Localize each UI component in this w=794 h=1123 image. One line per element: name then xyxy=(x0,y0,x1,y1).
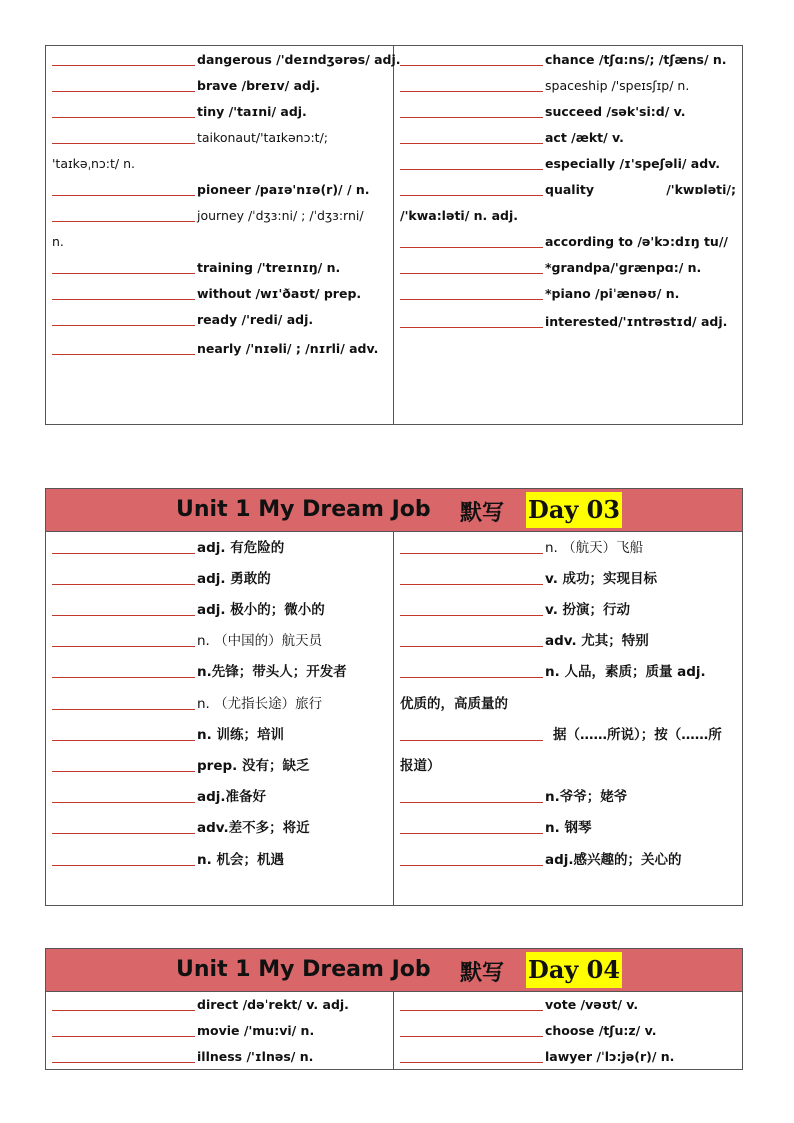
answer-blank[interactable] xyxy=(400,676,543,678)
left-column xyxy=(46,992,394,1070)
answer-blank[interactable] xyxy=(52,194,195,196)
list-item: *piano /piˈænəʊ/ n. xyxy=(400,281,738,307)
answer-blank[interactable] xyxy=(52,353,195,355)
vocab-box-day04 xyxy=(45,948,743,1070)
list-item: act /ækt/ v. xyxy=(400,125,738,151)
answer-blank[interactable] xyxy=(52,64,195,66)
answer-blank[interactable] xyxy=(400,64,543,66)
answer-blank[interactable] xyxy=(52,142,195,144)
list-item: choose /tʃu:z/ v. xyxy=(400,1018,738,1044)
dictation-label: 默写 xyxy=(460,500,505,526)
answer-blank[interactable] xyxy=(52,324,195,326)
list-item: succeed /sək'si:d/ v. xyxy=(400,99,738,125)
list-item: *grandpa/'grænpɑ:/ n. xyxy=(400,255,738,281)
answer-blank[interactable] xyxy=(52,90,195,92)
list-item: adj.准备好 xyxy=(52,784,389,810)
answer-blank[interactable] xyxy=(400,614,543,616)
answer-blank[interactable] xyxy=(52,739,195,741)
answer-blank[interactable] xyxy=(52,645,195,647)
list-item: quality /'kwɒləti/; xyxy=(400,177,738,203)
list-item: n. 机会；机遇 xyxy=(52,847,389,873)
right-column xyxy=(394,46,742,424)
answer-blank[interactable] xyxy=(400,832,543,834)
answer-blank[interactable] xyxy=(52,1009,195,1011)
list-item: adv.差不多；将近 xyxy=(52,815,389,841)
list-item: adj. 极小的；微小的 xyxy=(52,597,389,623)
list-item: taikonaut/'taɪkənɔ:t/; xyxy=(52,125,389,151)
answer-blank[interactable] xyxy=(400,1009,543,1011)
list-item: spaceship /'speɪsʃɪp/ n. xyxy=(400,73,738,99)
list-item: tiny /'taɪni/ adj. xyxy=(52,99,389,125)
answer-blank[interactable] xyxy=(400,116,543,118)
answer-blank[interactable] xyxy=(400,326,543,328)
day-badge: Day 04 xyxy=(526,952,622,988)
answer-blank[interactable] xyxy=(400,801,543,803)
left-column xyxy=(46,46,401,424)
unit-banner xyxy=(46,489,742,532)
list-item: n. 人品，素质；质量 adj. xyxy=(400,659,738,685)
answer-blank[interactable] xyxy=(52,298,195,300)
answer-blank[interactable] xyxy=(52,801,195,803)
list-item: journey /ˈdʒɜ:ni/ ; /ˈdʒɜ:rni/ xyxy=(52,203,389,229)
answer-blank[interactable] xyxy=(52,708,195,710)
answer-blank[interactable] xyxy=(400,90,543,92)
answer-blank[interactable] xyxy=(400,298,543,300)
wrapped-text: /'kwa:ləti/ n. adj. xyxy=(400,208,519,223)
dictation-label: 默写 xyxy=(460,960,505,986)
list-item: n. （中国的）航天员 xyxy=(52,628,389,654)
right-column xyxy=(394,992,742,1070)
list-item: n. 训练；培训 xyxy=(52,722,389,748)
list-item: n.先锋；带头人；开发者 xyxy=(52,659,389,685)
list-item: adv. 尤其；特别 xyxy=(400,628,738,654)
answer-blank[interactable] xyxy=(400,1035,543,1037)
answer-blank[interactable] xyxy=(400,1061,543,1063)
answer-blank[interactable] xyxy=(52,864,195,866)
answer-blank[interactable] xyxy=(400,583,543,585)
vocab-box-day03 xyxy=(45,488,743,906)
answer-blank[interactable] xyxy=(400,194,543,196)
list-item: brave /breɪv/ adj. xyxy=(52,73,389,99)
list-item: lawyer /ˈlɔ:jə(r)/ n. xyxy=(400,1044,738,1070)
answer-blank[interactable] xyxy=(400,864,543,866)
list-item: 据（……所说）；按（……所 xyxy=(400,722,738,748)
list-item: n. （航天）飞船 xyxy=(400,535,738,561)
answer-blank[interactable] xyxy=(52,676,195,678)
list-item: pioneer /paɪə'nɪə(r)/ / n. xyxy=(52,177,389,203)
wrapped-text: 'taɪkəˌnɔ:t/ n. xyxy=(52,156,135,171)
list-item: n. （尤指长途）旅行 xyxy=(52,691,389,717)
answer-blank[interactable] xyxy=(400,645,543,647)
answer-blank[interactable] xyxy=(52,583,195,585)
answer-blank[interactable] xyxy=(52,116,195,118)
list-item: n. 钢琴 xyxy=(400,815,738,841)
answer-blank[interactable] xyxy=(52,1035,195,1037)
answer-blank[interactable] xyxy=(52,272,195,274)
answer-blank[interactable] xyxy=(400,142,543,144)
vocab-box-day02 xyxy=(45,45,743,425)
list-item: interested/'ɪntrəstɪd/ adj. xyxy=(400,309,738,335)
answer-blank[interactable] xyxy=(52,832,195,834)
list-item: adj. 有危险的 xyxy=(52,535,389,561)
right-column xyxy=(394,532,742,906)
list-item: chance /tʃɑ:ns/; /tʃæns/ n. xyxy=(400,47,738,73)
list-item: vote /vəʊt/ v. xyxy=(400,992,738,1018)
list-item: direct /dəˈrekt/ v. adj. xyxy=(52,992,389,1018)
wrapped-text: 报道） xyxy=(400,758,441,774)
answer-blank[interactable] xyxy=(52,614,195,616)
list-item: without /wɪ'ðaʊt/ prep. xyxy=(52,281,389,307)
answer-blank[interactable] xyxy=(52,770,195,772)
day-badge: Day 03 xyxy=(526,492,622,528)
list-item: ready /'redi/ adj. xyxy=(52,307,389,333)
list-item: training /'treɪnɪŋ/ n. xyxy=(52,255,389,281)
answer-blank[interactable] xyxy=(400,272,543,274)
list-item: dangerous /'deɪndʒərəs/ adj. xyxy=(52,47,389,73)
list-item: v. 成功；实现目标 xyxy=(400,566,738,592)
unit-banner xyxy=(46,949,742,992)
wrapped-text: 优质的，高质量的 xyxy=(400,696,508,712)
answer-blank[interactable] xyxy=(400,168,543,170)
wrapped-text: n. xyxy=(52,234,64,249)
list-item: movie /'mu:vi/ n. xyxy=(52,1018,389,1044)
list-item: prep. 没有；缺乏 xyxy=(52,753,389,779)
list-item: v. 扮演；行动 xyxy=(400,597,738,623)
list-item: illness /'ɪlnəs/ n. xyxy=(52,1044,389,1070)
unit-title: Unit 1 My Dream Job xyxy=(176,957,431,982)
answer-blank[interactable] xyxy=(400,552,543,554)
answer-blank[interactable] xyxy=(400,739,543,741)
unit-title: Unit 1 My Dream Job xyxy=(176,497,431,522)
list-item: adj.感兴趣的；关心的 xyxy=(400,847,738,873)
answer-blank[interactable] xyxy=(52,220,195,222)
answer-blank[interactable] xyxy=(400,246,543,248)
list-item: nearly /'nɪəli/ ; /nɪrli/ adv. xyxy=(52,336,389,362)
left-column xyxy=(46,532,394,906)
answer-blank[interactable] xyxy=(52,552,195,554)
answer-blank[interactable] xyxy=(52,1061,195,1063)
list-item: adj. 勇敢的 xyxy=(52,566,389,592)
list-item: according to /ə'kɔ:dɪŋ tu// xyxy=(400,229,738,255)
list-item: n.爷爷；姥爷 xyxy=(400,784,738,810)
list-item: especially /ɪ'speʃəli/ adv. xyxy=(400,151,738,177)
